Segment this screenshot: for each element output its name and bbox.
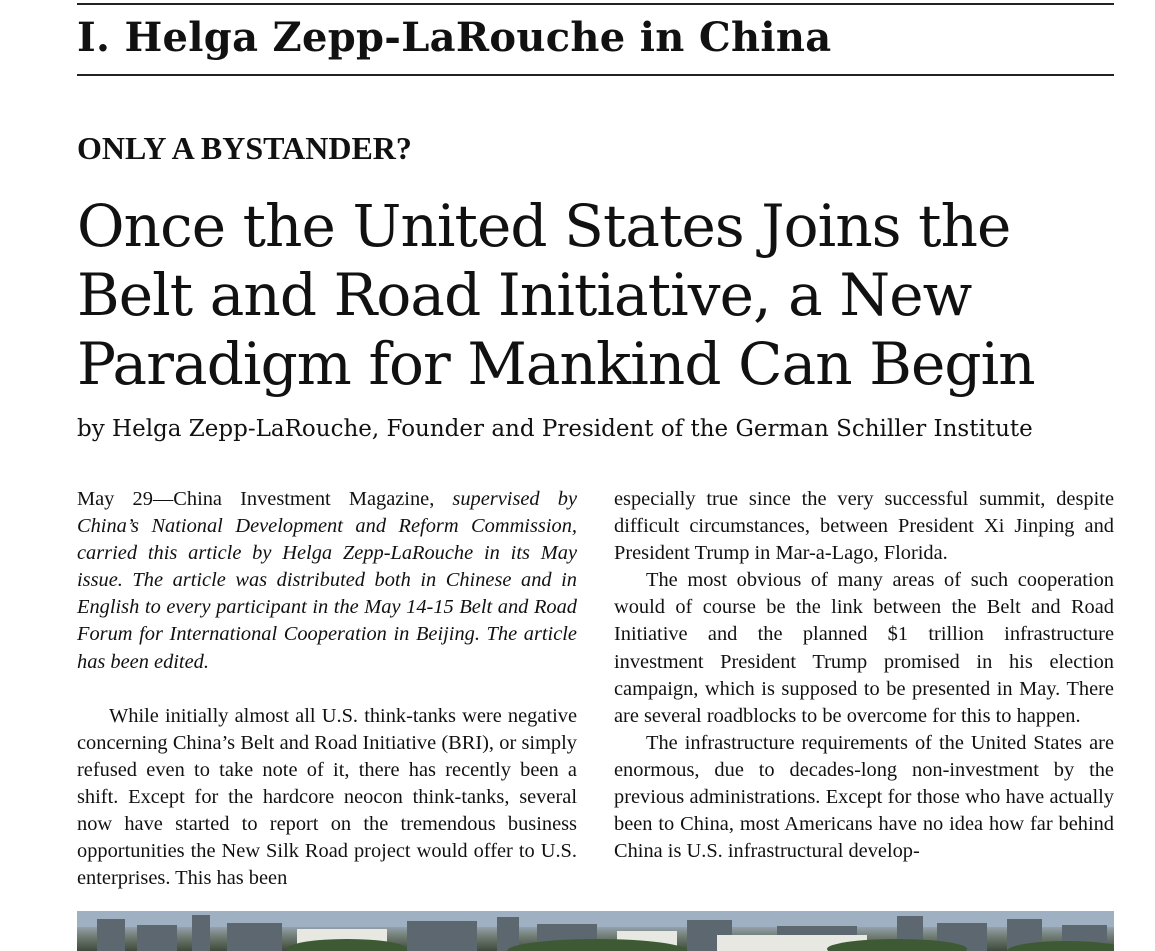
body-paragraph-1: While initially almost all U.S. think-tanks were negative concerning China’s Belt and Road Initiative (BRI), or simply refused even to take note of it, there has recently been a shift. Except for the hardcore neocon think-tanks, several now have started to report on the tremendous business opportunities the New Silk Road project would offer to U.S. enterprises. This has been [77, 704, 577, 890]
intro-lead: May 29—China Investment Magazine, [77, 488, 453, 510]
top-rule [77, 3, 1114, 5]
cityscape-photo-graphic [77, 911, 1114, 951]
article-column-left [77, 486, 577, 892]
section-title: I. Helga Zepp-LaRouche in China [77, 14, 832, 61]
body-paragraph-2: especially true since the very successful summit, despite difficult circumstances, between President Xi Jinping and President Trump in Mar-a-Lago, Florida. [614, 488, 1114, 565]
headline-line-3: Paradigm for Mankind Can Begin [77, 330, 1035, 398]
headline [77, 192, 1137, 399]
intro-note [77, 486, 577, 676]
paragraph-gap [77, 676, 577, 703]
cityscape-photo [77, 911, 1114, 951]
section-title-rule [77, 74, 1114, 76]
body-paragraph-3: The most obvious of many areas of such cooperation would of course be the link between the Belt and Road Initiative and the planned $1 trillion infrastructure investment President Trump promised in his election campaign, which is supposed to be presented in May. There are several roadblocks to be overcome for this to happen. [614, 569, 1114, 727]
article-column-right [614, 486, 1114, 865]
headline-line-1: Once the United States Joins the [77, 192, 1011, 260]
body-paragraph-4: The infrastructure requirements of the United States are enormous, due to decades-long non-investment by the previous administrations. Except for those who have actually been to China, most Americans have no idea how far behind China is U.S. infrastructural develop- [614, 731, 1114, 863]
headline-line-2: Belt and Road Initiative, a New [77, 261, 972, 329]
intro-italic: supervised by China’s National Development and Reform Commission, carried this article by Helga Zepp-LaRouche in its May issue. The article was distributed both in Chinese and in English to every participant in the May 14-15 Belt and Road Forum for International Cooperation in Beijing. The article has been edited. [77, 488, 577, 673]
kicker: ONLY A BYSTANDER? [77, 130, 412, 166]
byline: by Helga Zepp-LaRouche, Founder and President of the German Schiller Institute [77, 416, 1033, 442]
